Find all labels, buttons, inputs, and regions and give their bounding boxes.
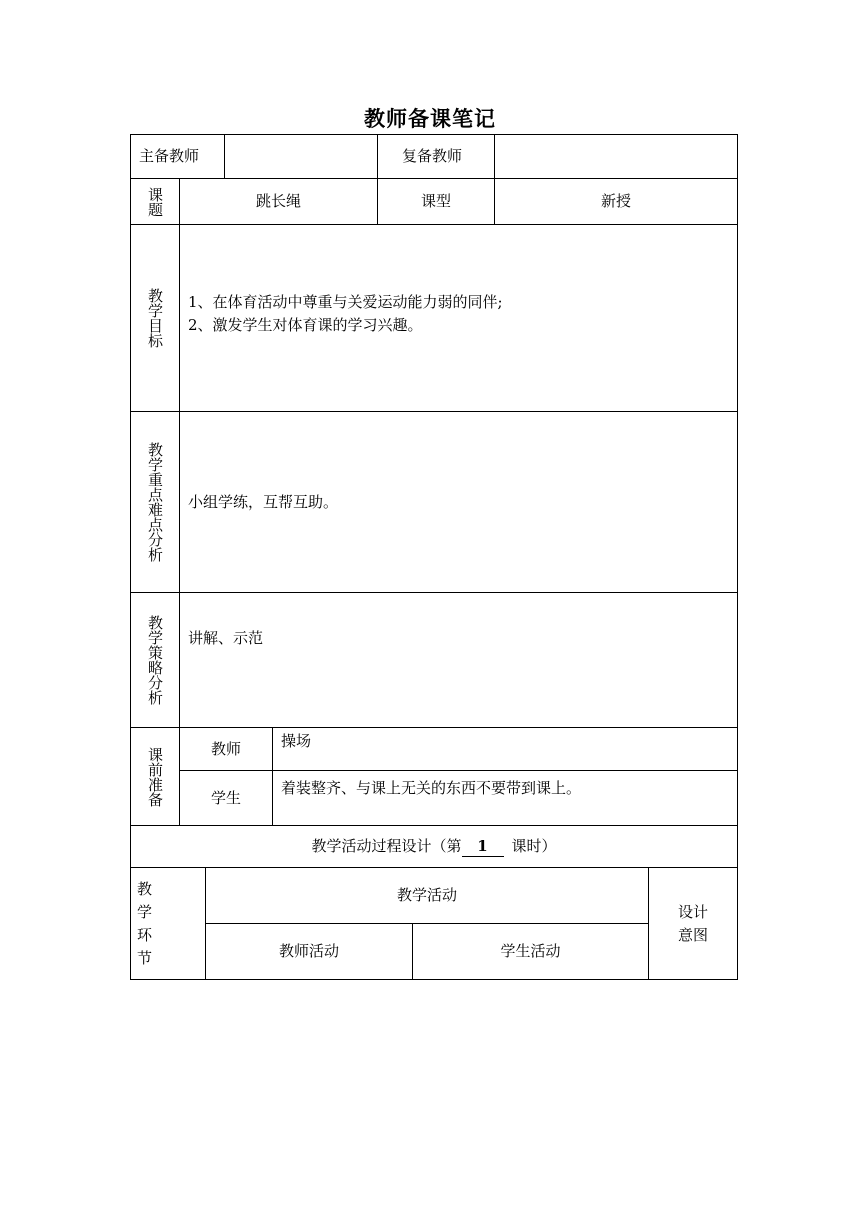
prep-teacher-label: 教师 — [210, 739, 241, 758]
goal-line-1: 1、在体育活动中尊重与关爱运动能力弱的同伴; — [188, 293, 503, 311]
process-title-prefix: 教学活动过程设计（第 — [311, 837, 462, 855]
goals-label: 教学目标 — [146, 288, 164, 348]
key-points-text: 小组学练，互帮互助。 — [188, 492, 339, 511]
intent-header-cell — [648, 867, 738, 980]
topic-value: 跳长绳 — [255, 192, 301, 210]
main-teacher-value-cell — [224, 134, 378, 179]
prep-teacher-value-cell — [272, 727, 738, 771]
type-value: 新授 — [600, 192, 631, 210]
student-activity-header-cell — [412, 923, 649, 980]
co-teacher-value-cell — [494, 134, 738, 179]
teacher-activity-header-cell — [205, 923, 413, 980]
intent-header-line-2: 意图 — [677, 925, 708, 944]
strategy-text: 讲解、示范 — [188, 629, 264, 647]
process-title-cell — [130, 825, 738, 868]
key-points-content-cell — [179, 411, 738, 593]
strategy-label: 教学策略分析 — [146, 615, 164, 705]
goals-content-cell — [179, 224, 738, 412]
page-title: 教师备课笔记 — [364, 107, 496, 131]
type-label: 课型 — [420, 192, 451, 210]
student-activity-header: 学生活动 — [500, 942, 561, 960]
prep-student-value-cell — [272, 770, 738, 826]
goals-label-cell — [130, 224, 180, 412]
co-teacher-label: 复备教师 — [402, 147, 463, 165]
lesson-number: 1 — [462, 836, 504, 857]
preparation-label: 课前准备 — [146, 746, 164, 807]
prep-teacher-value: 操场 — [281, 732, 312, 750]
intent-header-line-1: 设计 — [677, 902, 708, 921]
co-teacher-label-cell — [377, 134, 495, 179]
key-points-label: 教学重点难点分析 — [146, 442, 164, 562]
activities-header-cell — [205, 867, 649, 924]
prep-student-value: 着装整齐、与课上无关的东西不要带到课上。 — [281, 779, 582, 797]
process-title-suffix: 课时） — [511, 837, 557, 855]
main-teacher-label-cell — [130, 134, 225, 179]
prep-student-label: 学生 — [210, 788, 241, 807]
activities-header: 教学活动 — [396, 886, 457, 904]
type-value-cell — [494, 178, 738, 225]
stage-header-line-1: 教 学 — [137, 879, 167, 921]
key-points-label-cell — [130, 411, 180, 593]
prep-teacher-label-cell — [179, 727, 273, 771]
preparation-label-cell — [130, 727, 180, 826]
teacher-activity-header: 教师活动 — [278, 942, 339, 960]
stage-header-line-2: 环 节 — [137, 925, 167, 967]
topic-label-cell — [130, 178, 180, 225]
topic-value-cell — [179, 178, 378, 225]
strategy-label-cell — [130, 592, 180, 728]
type-label-cell — [377, 178, 495, 225]
strategy-content-cell — [179, 592, 738, 728]
prep-student-label-cell — [179, 770, 273, 826]
topic-label: 课题 — [146, 186, 164, 217]
goal-line-2: 2、激发学生对体育课的学习兴趣。 — [188, 316, 423, 334]
main-teacher-label: 主备教师 — [139, 147, 200, 165]
stage-header-cell — [130, 867, 206, 980]
